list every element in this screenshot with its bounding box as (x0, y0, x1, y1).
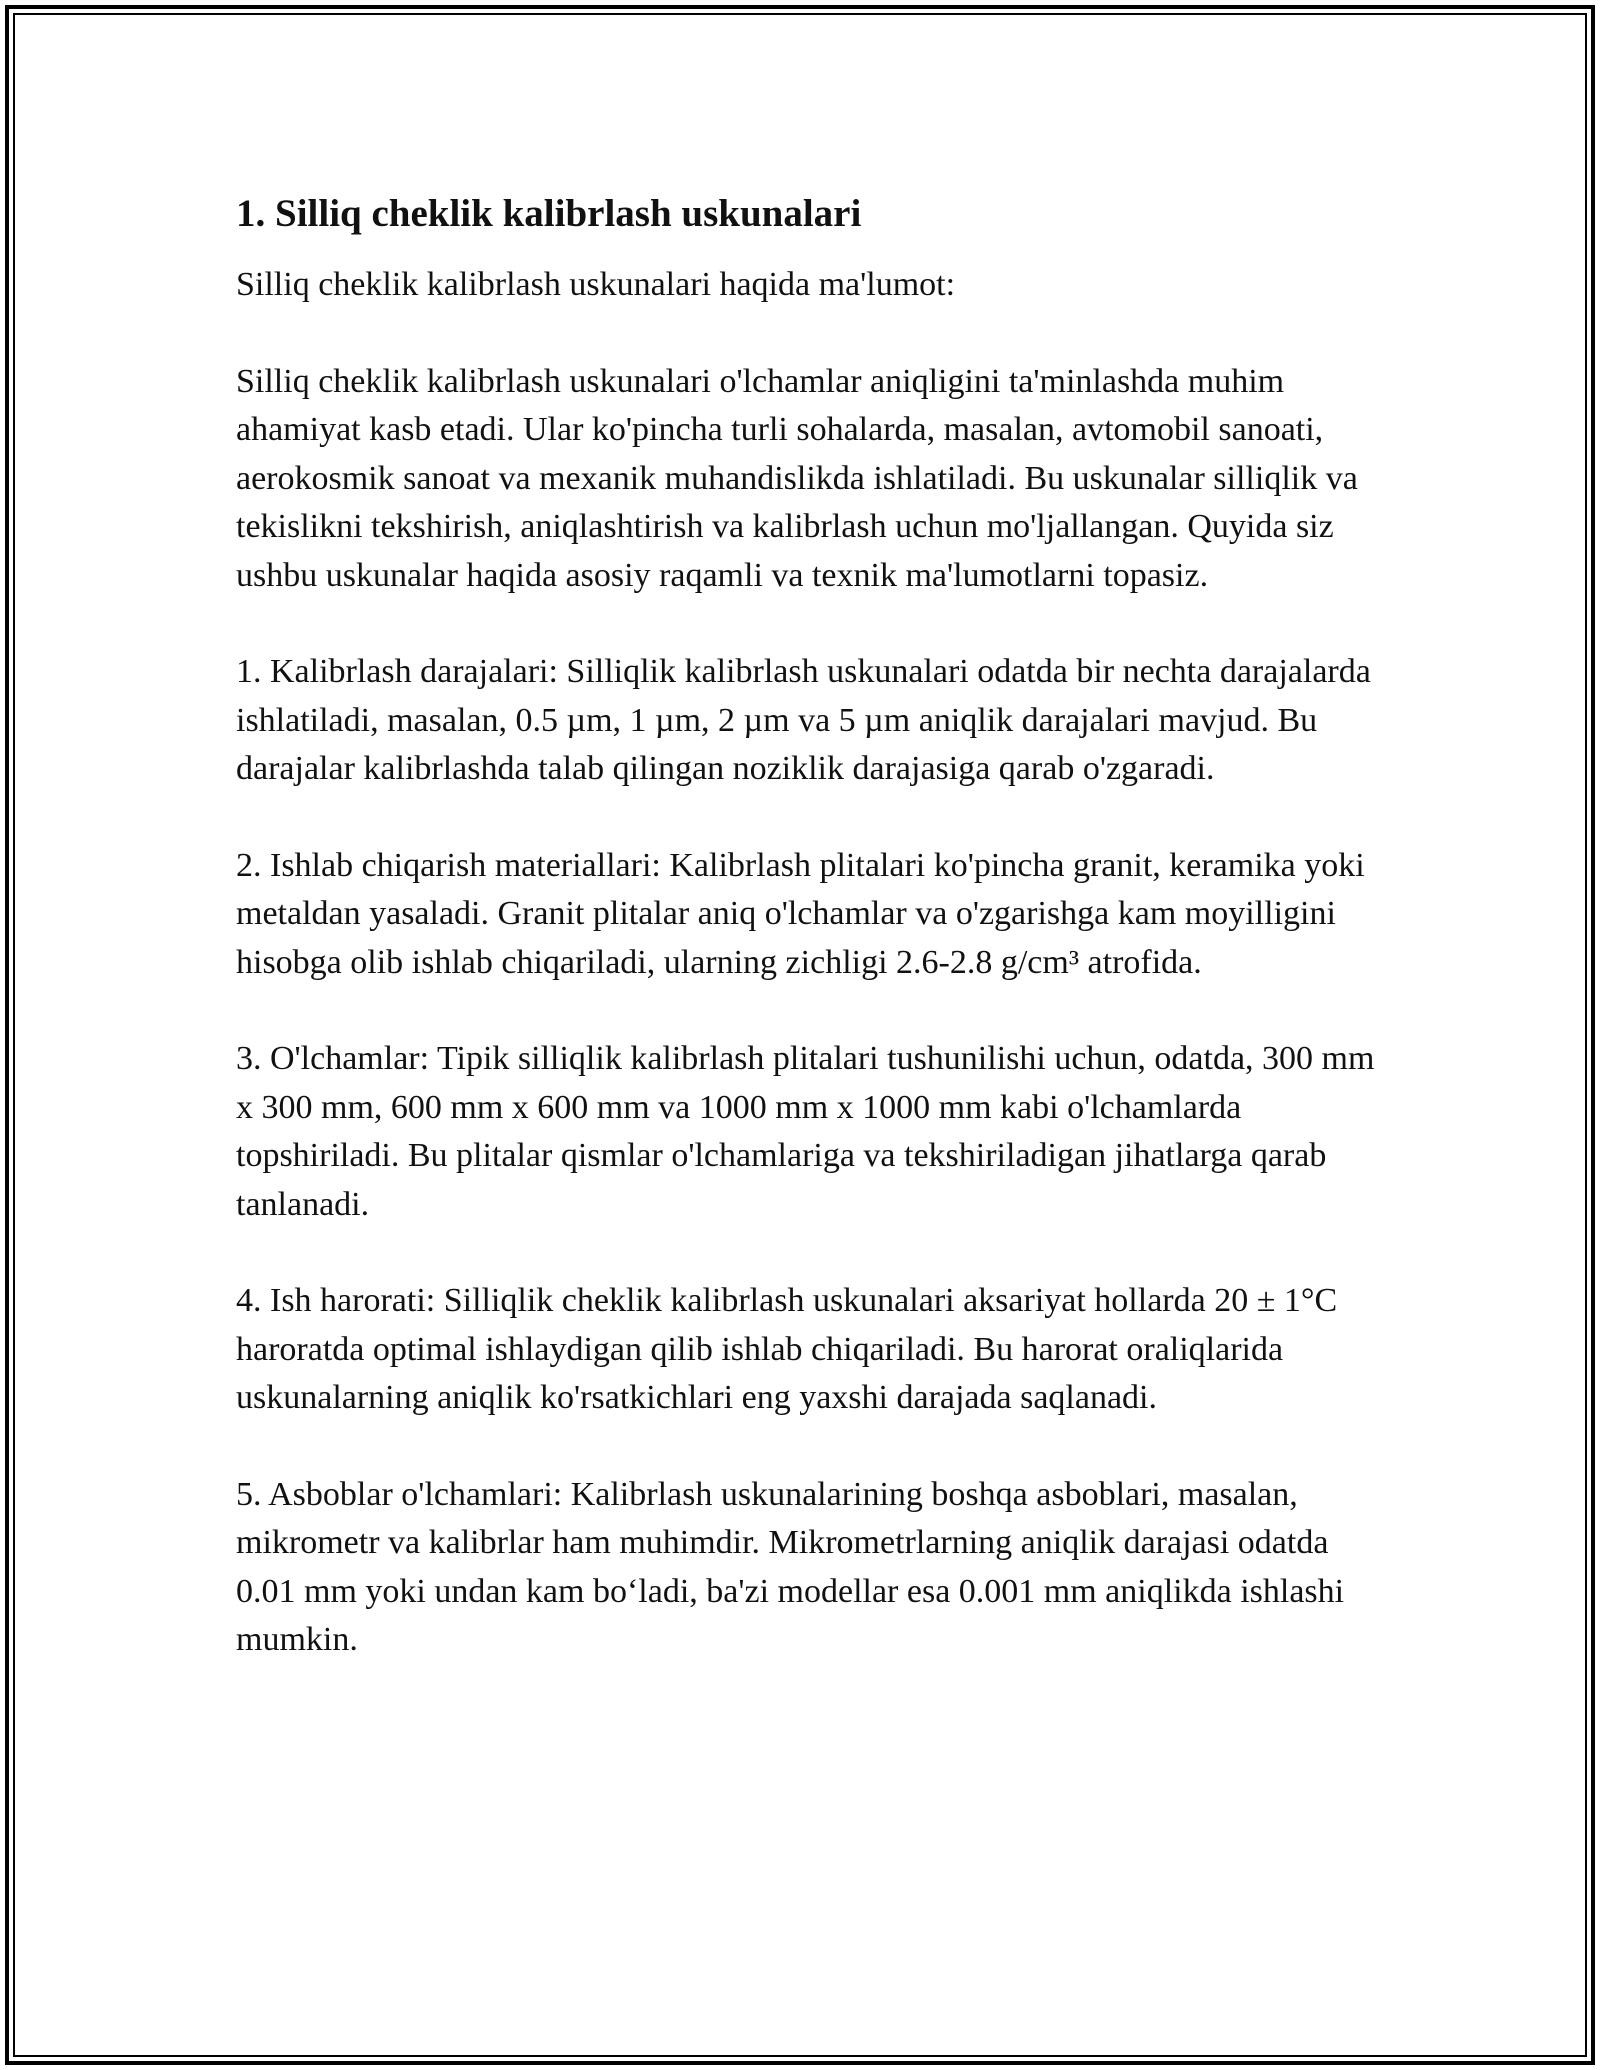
item-calibration-levels: 1. Kalibrlash darajalari: Silliqlik kalibrlash uskunalari odatda bir nechta darajalarda ishlatiladi, masalan, 0.5 µm, 1 µm, 2 µm va 5 µm aniqlik darajalari mavjud. Bu darajalar kalibrlashda talab qilingan noziklik darajasiga qarab o'zgaradi. (236, 653, 1371, 787)
item-tool-dimensions: 5. Asboblar o'lchamlari: Kalibrlash uskunalarining boshqa asboblari, masalan, mikrometr va kalibrlar ham muhimdir. Mikrometrlarning aniqlik darajasi odatda 0.01 mm yoki undan kam bo‘ladi, ba'zi modellar esa 0.001 mm aniqlikda ishlashi mumkin. (236, 1475, 1345, 1658)
document-title: 1. Silliq cheklik kalibrlash uskunalari (236, 192, 862, 235)
intro-paragraph: Silliq cheklik kalibrlash uskunalari haqida ma'lumot: (236, 266, 956, 303)
document-body (236, 185, 1376, 1713)
item-dimensions: 3. O'lchamlar: Tipik silliqlik kalibrlash plitalari tushunilishi uchun, odatda, 300 mm x 300 mm, 600 mm x 600 mm va 1000 mm x 1000 mm kabi o'lchamlarda topshiriladi. Bu plitalar qismlar o'lchamlariga va tekshiriladigan jihatlarga qarab tanlanadi. (236, 1040, 1375, 1223)
item-materials: 2. Ishlab chiqarish materiallari: Kalibrlash plitalari ko'pincha granit, keramika yoki metaldan yasaladi. Granit plitalar aniq o'lchamlar va o'zgarishga kam moyilligini hisobga olib ishlab chiqariladi, ularning zichligi 2.6-2.8 g/cm³ atrofida. (236, 846, 1365, 981)
overview-paragraph: Silliq cheklik kalibrlash uskunalari o'lchamlar aniqligini ta'minlashda muhim ahamiyat kasb etadi. Ular ko'pincha turli sohalarda, masalan, avtomobil sanoati, aerokosmik sanoat va mexanik muhandislikda ishlatiladi. Bu uskunalar silliqlik va tekislikni tekshirish, aniqlashtirish va kalibrlash uchun mo'ljallangan. Quyida siz ushbu uskunalar haqida asosiy raqamli va texnik ma'lumotlarni topasiz. (236, 362, 1358, 594)
item-operating-temperature: 4. Ish harorati: Silliqlik cheklik kalibrlash uskunalari aksariyat hollarda 20 ± 1°C haroratda optimal ishlaydigan qilib ishlab chiqariladi. Bu harorat oraliqlarida uskunalarning aniqlik ko'rsatkichlari eng yaxshi darajada saqlanadi. (236, 1282, 1338, 1416)
